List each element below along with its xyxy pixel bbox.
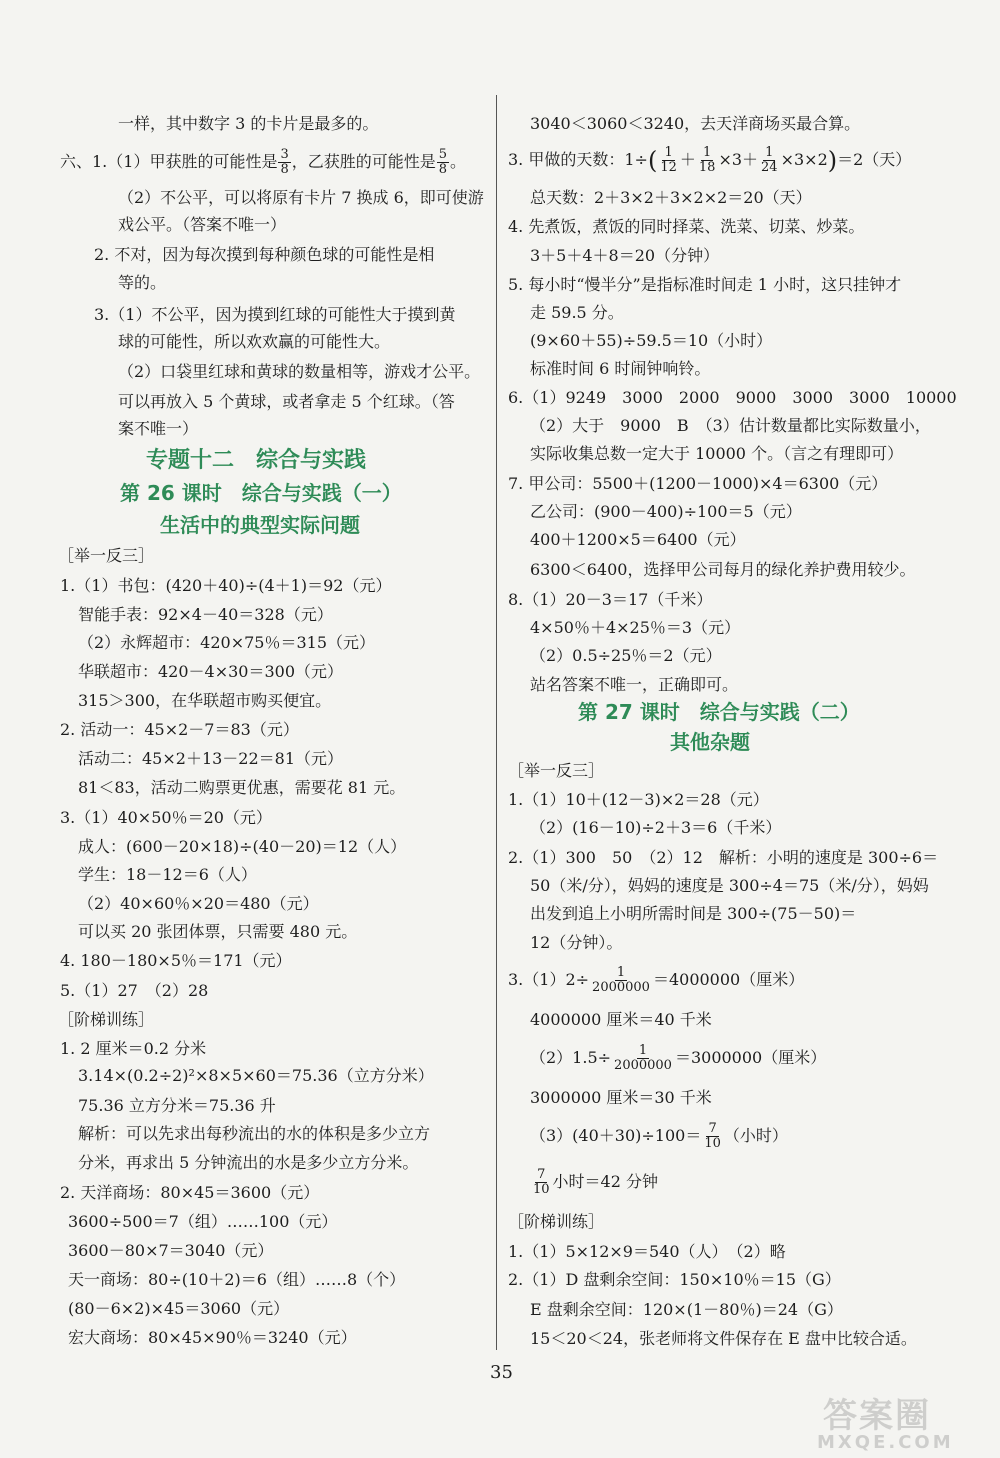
text-line: 出发到追上小明所需时间是 300÷(75－50)＝ [530, 904, 857, 923]
text-line: 4. 先煮饭，煮饭的同时择菜、洗菜、切菜、炒菜。 [508, 217, 865, 236]
text-line: 2. 不对，因为每次摸到每种颜色球的可能性是相 [94, 245, 435, 264]
text-line: 400＋1200×5＝6400（元） [530, 530, 746, 549]
text-line: （2）永辉超市：420×75％＝315（元） [78, 633, 376, 652]
text-line: 4000000 厘米＝40 千米 [530, 1010, 712, 1029]
text-line: 六、1.（1）甲获胜的可能性是 $\frac{3}{8}$ ，乙获胜的可能性是 $\frac{5}{8}$ 。 [60, 147, 467, 177]
text-line: 3.（1）2÷ $\frac{1}{2000000}$ ＝4000000（厘米） [508, 965, 805, 995]
text-line: （2）1.5÷ $\frac{1}{2000000}$ ＝3000000（厘米） [530, 1043, 827, 1073]
page-number: 35 [490, 1362, 513, 1383]
text-line: 案不唯一） [118, 419, 199, 438]
watermark-logo [805, 1388, 985, 1454]
text-line: （2）大于 9000 B （3）估计数量都比实际数量小， [530, 416, 931, 435]
text-line: 3600÷500＝7（组）……100（元） [68, 1212, 338, 1231]
text-line: 2. 天洋商场：80×45＝3600（元） [60, 1183, 320, 1202]
lesson-heading: 第 26 课时 综合与实践（一） [120, 481, 402, 505]
fraction: $\frac{1}{2000000}$ [592, 965, 650, 995]
text-line: 3000000 厘米＝30 千米 [530, 1088, 712, 1107]
fraction: $\frac{1}{18}$ [698, 145, 716, 175]
text-line: 1. 2 厘米＝0.2 分米 [60, 1039, 207, 1058]
text-line: 一样，其中数字 3 的卡片是最多的。 [118, 114, 379, 133]
fraction: $\frac{7}{10}$ [704, 1121, 721, 1151]
text-line: 1.（1）5×12×9＝540（人） （2）略 [508, 1242, 786, 1261]
exercise-label: ［举一反三］ [508, 761, 605, 780]
fraction: $\frac{1}{12}$ [660, 145, 677, 175]
text-line: 3.（1）不公平，因为摸到红球的可能性大于摸到黄 [94, 305, 456, 324]
fraction: $\frac{1}{2000000}$ [614, 1043, 672, 1073]
text-line: 走 59.5 分。 [530, 303, 624, 322]
exercise-label: ［阶梯训练］ [58, 1010, 155, 1029]
text-line: 站名答案不唯一，正确即可。 [530, 675, 739, 694]
text-line: (80－6×2)×45＝3060（元） [68, 1299, 290, 1318]
text-line: 50（米/分），妈妈的速度是 300÷4＝75（米/分），妈妈 [530, 876, 929, 895]
text-line: E 盘剩余空间：120×(1－80％)＝24（G） [530, 1300, 843, 1319]
fraction: $\frac{5}{8}$ [438, 147, 448, 177]
text-line: 乙公司：(900－400)÷100＝5（元） [530, 502, 802, 521]
text-line: （2）0.5÷25％＝2（元） [530, 646, 722, 665]
lesson-subheading: 生活中的典型实际问题 [160, 513, 360, 537]
text-line: 可以买 20 张团体票，只需要 480 元。 [78, 922, 358, 941]
column-divider [496, 95, 497, 1350]
text-line: 3.14×(0.2÷2)²×8×5×60＝75.36（立方分米） [78, 1066, 434, 1085]
text-line: 12（分钟）。 [530, 933, 623, 952]
exercise-label: ［举一反三］ [58, 546, 155, 565]
text-line: 3.（1）40×50％＝20（元） [60, 808, 272, 827]
text-line: 315＞300，在华联超市购买便宜。 [78, 691, 332, 710]
text-line: 分米，再求出 5 分钟流出的水是多少立方分米。 [78, 1153, 419, 1172]
text-line: 2.（1）300 50 （2）12 解析：小明的速度是 300÷6＝ [508, 848, 939, 867]
text-line: （3）(40＋30)÷100＝ $\frac{7}{10}$ （小时） [530, 1121, 788, 1151]
fraction: $\frac{1}{24}$ [761, 145, 778, 175]
text-line: 天一商场：80÷(10＋2)＝6（组）……8（个） [68, 1270, 406, 1289]
text-line: 5.（1）27 （2）28 [60, 981, 209, 1000]
text-line: 等的。 [118, 273, 167, 292]
text-line: 解析：可以先求出每秒流出的水的体积是多少立方 [78, 1124, 431, 1143]
text-line: 7. 甲公司：5500＋(1200－1000)×4＝6300（元） [508, 474, 888, 493]
text-line: 2.（1）D 盘剩余空间：150×10％＝15（G） [508, 1270, 841, 1289]
text-line: 6300＜6400，选择甲公司每月的绿化养护费用较少。 [530, 560, 916, 579]
text-line: 15＜20＜24，张老师将文件保存在 E 盘中比较合适。 [530, 1329, 917, 1348]
text-line: 8.（1）20－3＝17（千米） [508, 590, 713, 609]
text-line: 标准时间 6 时闹钟响铃。 [530, 359, 711, 378]
text-line: 1.（1）书包：(420＋40)÷(4＋1)＝92（元） [60, 576, 392, 595]
text-line: （2）40×60％×20＝480（元） [78, 894, 319, 913]
text-line: 1.（1）10＋(12－3)×2＝28（元） [508, 790, 769, 809]
text-line: 总天数：2＋3×2＋3×2×2＝20（天） [530, 188, 812, 207]
text-line: 2. 活动一：45×2－7＝83（元） [60, 720, 299, 739]
text-line: 4×50％＋4×25％＝3（元） [530, 618, 741, 637]
text-line: 81＜83，活动二购票更优惠，需要花 81 元。 [78, 778, 406, 797]
text-line: （2）(16－10)÷2＋3＝6（千米） [530, 818, 782, 837]
text-line: 球的可能性，所以欢欢赢的可能性大。 [118, 332, 391, 351]
text-line: $\frac{7}{10}$ 小时＝42 分钟 [533, 1167, 658, 1197]
text-line: 华联超市：420－4×30＝300（元） [78, 662, 344, 681]
text-line: 可以再放入 5 个黄球，或者拿走 5 个红球。（答 [118, 392, 455, 411]
watermark-bottom: MXQE.COM [817, 1432, 954, 1453]
text-line: 6.（1）9249 3000 2000 9000 3000 3000 10000 [508, 388, 957, 407]
lesson-subheading: 其他杂题 [670, 730, 750, 754]
fraction: $\frac{7}{10}$ [533, 1167, 550, 1197]
text-line: 3. 甲做的天数：1÷( $\frac{1}{12}$ ＋ $\frac{1}{18}$ ×3＋ $\frac{1}{24}$ ×3×2)＝2（天） [508, 145, 912, 175]
exercise-label: ［阶梯训练］ [508, 1212, 605, 1231]
fraction: $\frac{3}{8}$ [280, 147, 289, 177]
text-line: 成人：(600－20×18)÷(40－20)＝12（人） [78, 837, 407, 856]
text-line: 活动二：45×2＋13－22＝81（元） [78, 749, 344, 768]
text-line: （2）不公平，可以将原有卡片 7 换成 6，即可使游 [118, 188, 484, 207]
text-line: 智能手表：92×4－40＝328（元） [78, 605, 333, 624]
text-line: 3600－80×7＝3040（元） [68, 1241, 274, 1260]
text-line: 5. 每小时“慢半分”是指标准时间走 1 小时，这只挂钟才 [508, 275, 902, 294]
text-line: 75.36 立方分米＝75.36 升 [78, 1096, 276, 1115]
text-line: 3040＜3060＜3240，去天洋商场买最合算。 [530, 114, 861, 133]
watermark-top: 答案圈 [823, 1396, 931, 1436]
text-line: (9×60＋55)÷59.5＝10（小时） [530, 331, 773, 350]
text-line: 3＋5＋4＋8＝20（分钟） [530, 246, 720, 265]
text-line: 实际收集总数一定大于 10000 个。（言之有理即可） [530, 444, 904, 463]
text-line: 4. 180－180×5％＝171（元） [60, 951, 292, 970]
lesson-heading: 第 27 课时 综合与实践（二） [578, 700, 860, 724]
text-line: 宏大商场：80×45×90％＝3240（元） [68, 1328, 357, 1347]
section-heading: 专题十二 综合与实践 [146, 448, 367, 473]
text-line: 学生：18－12＝6（人） [78, 865, 257, 884]
text-line: 戏公平。（答案不唯一） [118, 215, 287, 234]
text-line: （2）口袋里红球和黄球的数量相等，游戏才公平。 [118, 362, 481, 381]
